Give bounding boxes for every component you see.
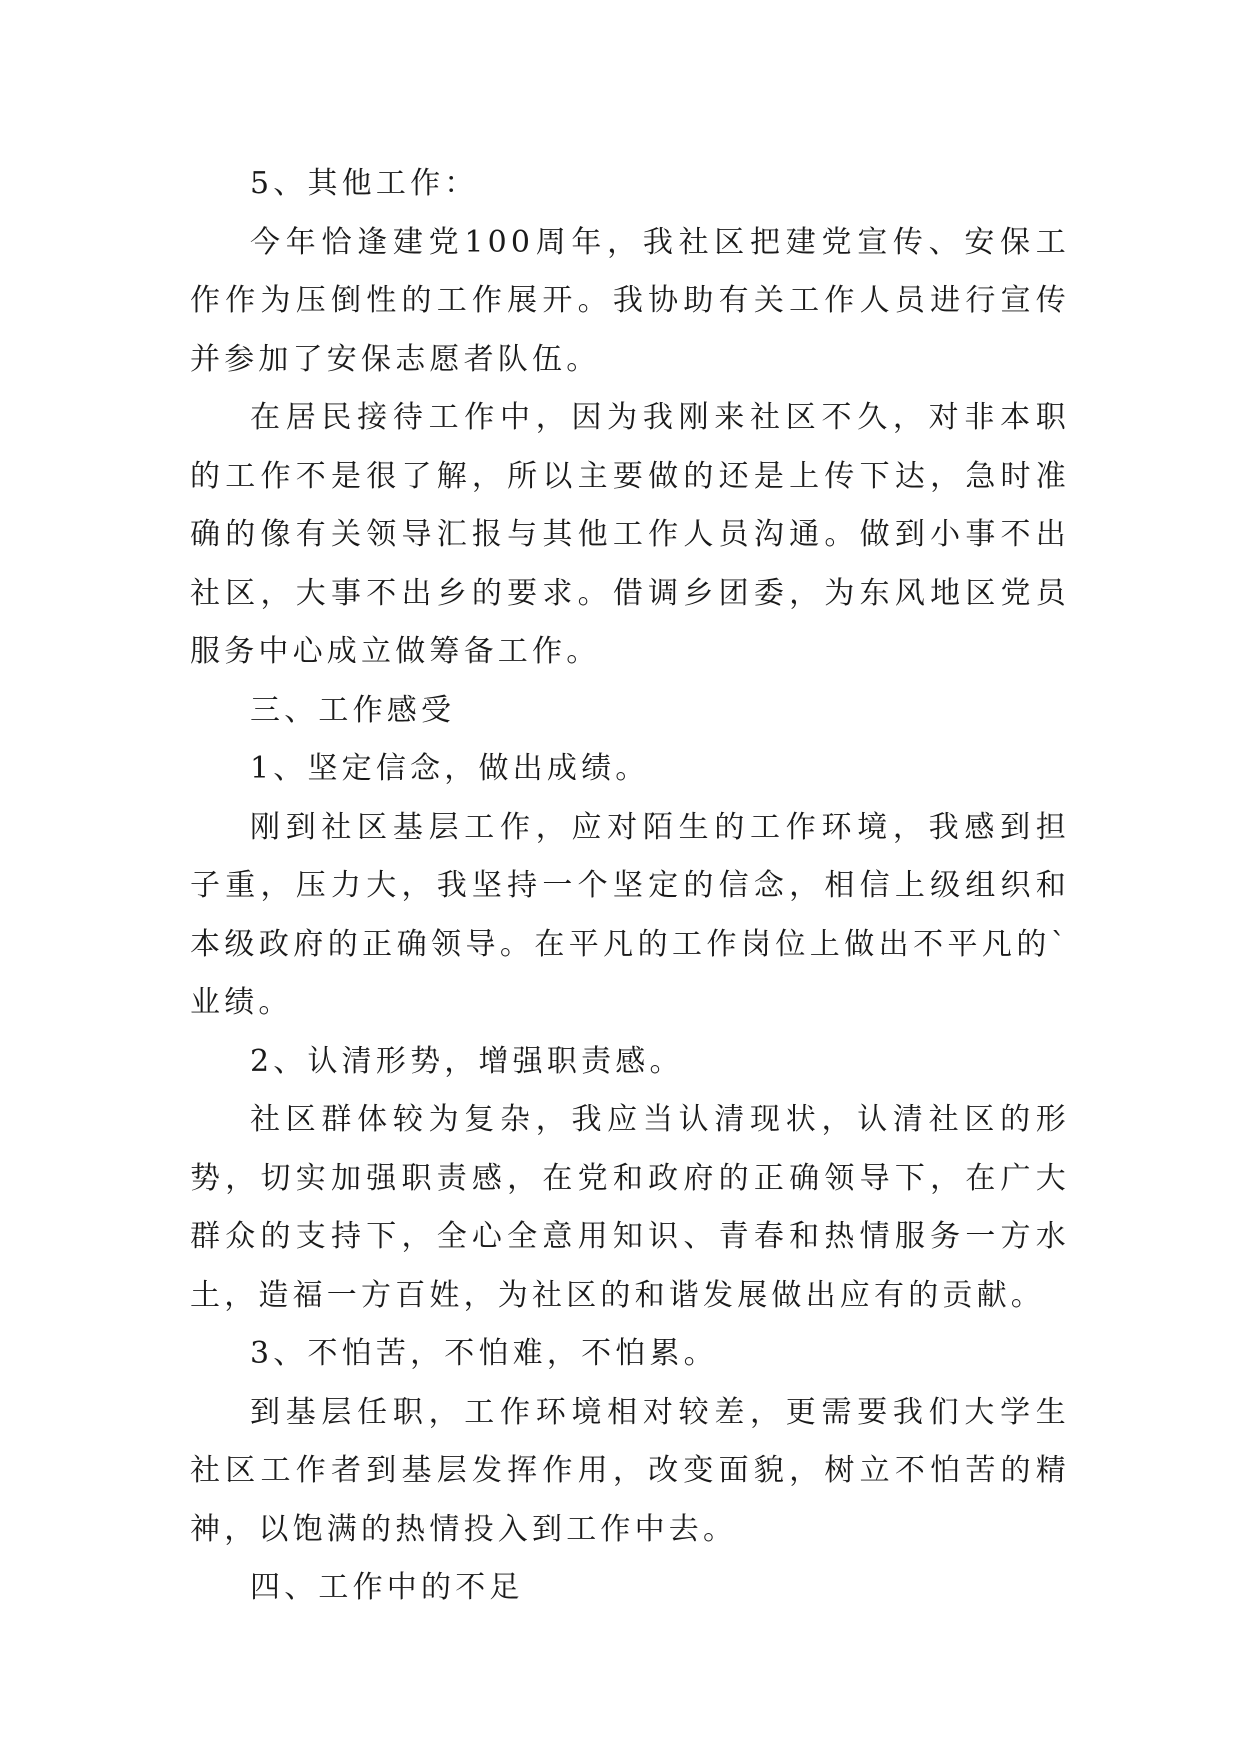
section-heading-work-reflections: 三、工作感受 [250,692,456,728]
subsection-heading-other-work: 5、其他工作： [250,166,479,201]
paragraph-firm-belief: 刚到社区基层工作，应对陌生的工作环境，我感到担子重，压力大，我坚持一个坚定的信念，相信上级组织和本级政府的正确领导。在平凡的工作岗位上做出不平凡的`业绩。 [190,809,1070,1020]
document-body [190,155,1070,1618]
paragraph-resident-reception: 在居民接待工作中，因为我刚来社区不久，对非本职的工作不是很了解，所以主要做的还是上传下达，急时准确的像有关领导汇报与其他工作人员沟通。做到小事不出社区，大事不出乡的要求。借调乡团委，为东风地区党员服务中心成立做筹备工作。 [190,400,1070,669]
paragraph-hardship: 到基层任职，工作环境相对较差，更需要我们大学生社区工作者到基层发挥作用，改变面貌，树立不怕苦的精神，以饱满的热情投入到工作中去。 [190,1394,1070,1547]
subsection-heading-firm-belief: 1、坚定信念，做出成绩。 [250,751,650,786]
subsection-heading-responsibility: 2、认清形势，增强职责感。 [250,1043,684,1079]
section-heading-shortcomings: 四、工作中的不足 [250,1570,524,1605]
paragraph-responsibility: 社区群体较为复杂，我应当认清现状，认清社区的形势，切实加强职责感，在党和政府的正确领导下，在广大群众的支持下，全心全意用知识、青春和热情服务一方水土，造福一方百姓，为社区的和谐发展做出应有的贡献。 [190,1102,1070,1313]
paragraph-party-anniversary: 今年恰逢建党100周年，我社区把建党宣传、安保工作作为压倒性的工作展开。我协助有关工作人员进行宣传并参加了安保志愿者队伍。 [190,224,1070,377]
subsection-heading-hardship: 3、不怕苦，不怕难，不怕累。 [250,1336,718,1371]
